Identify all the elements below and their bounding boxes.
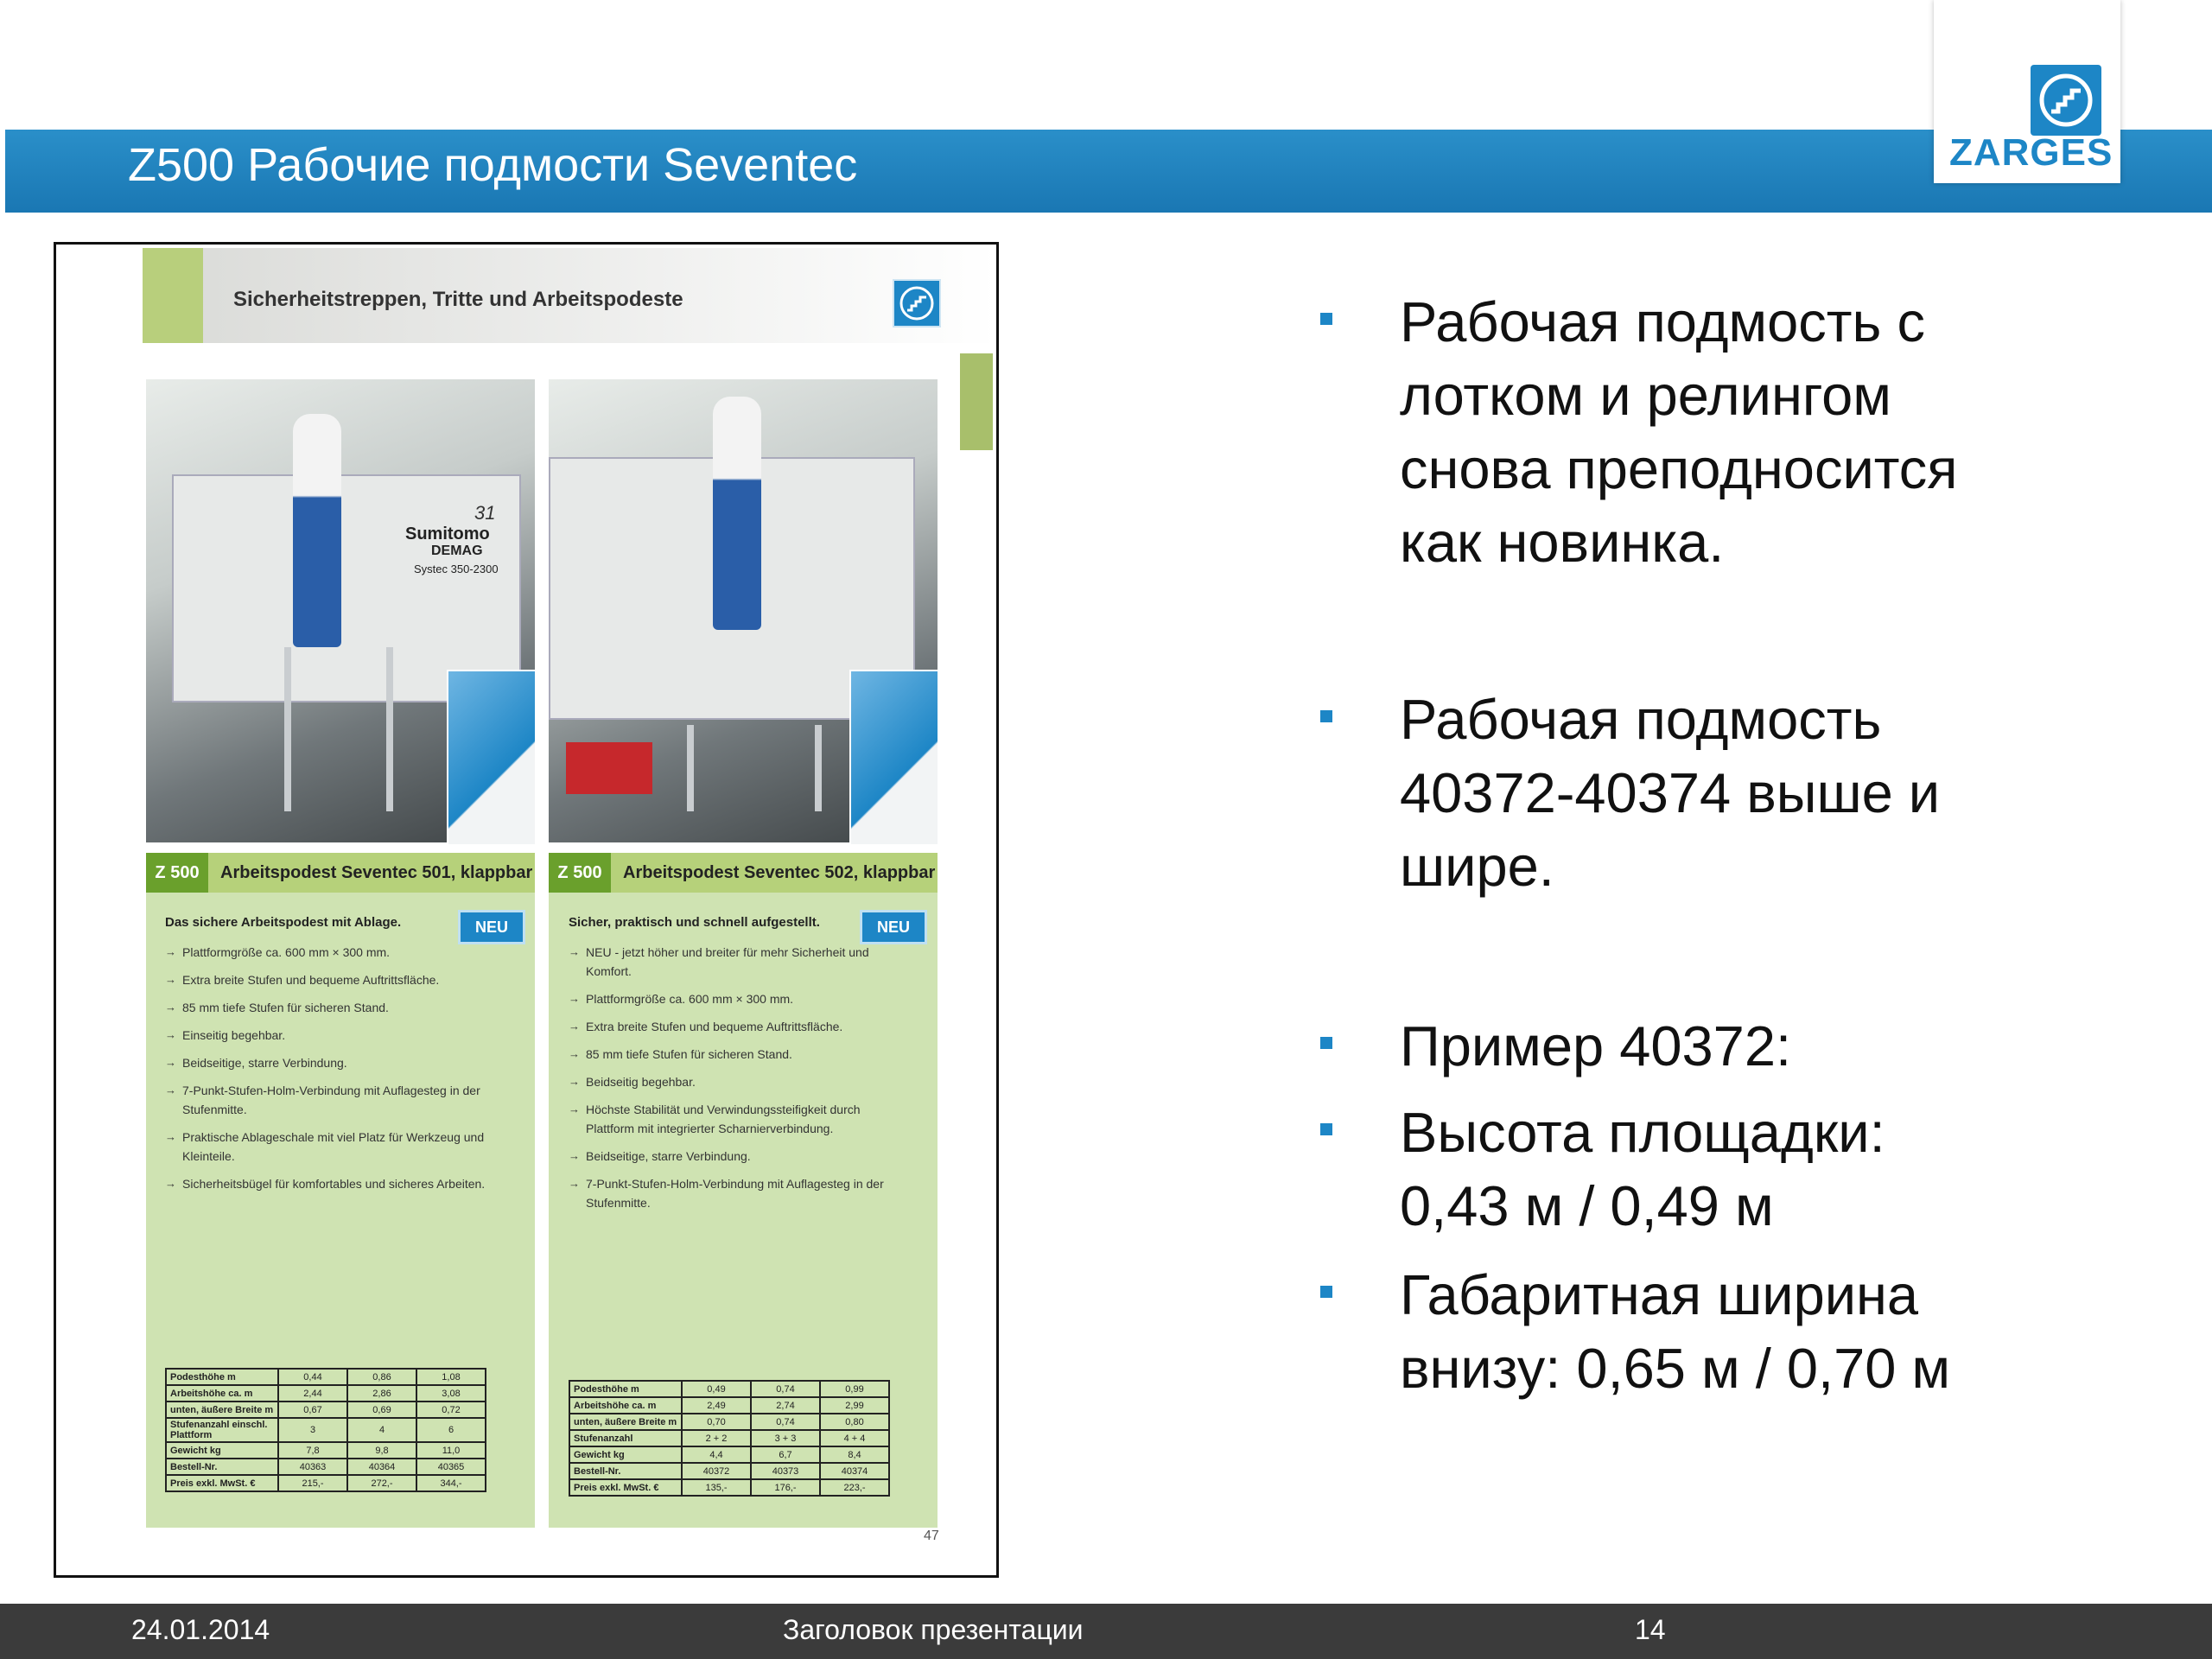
bullet-line: лотком и релингом — [1400, 364, 1891, 427]
table-row — [166, 1369, 486, 1385]
machine-brand-sub: DEMAG — [431, 543, 483, 558]
table-cell: 0,86 — [347, 1369, 416, 1385]
bullet-text-1 — [1400, 285, 1958, 579]
table-cell: 2 + 2 — [682, 1430, 751, 1446]
stairs-icon-graphic — [2031, 65, 2101, 136]
table-cell: 9,8 — [347, 1442, 416, 1459]
feature-item: → 85 mm tiefe Stufen für sicheren Stand. — [165, 998, 493, 1017]
table-row — [166, 1402, 486, 1418]
table-cell: 0,80 — [820, 1414, 889, 1430]
table-cell: 40365 — [416, 1459, 486, 1475]
z500-badge: Z 500 — [146, 853, 208, 893]
step-shape — [687, 725, 822, 811]
table-cell: Podesthöhe m — [166, 1369, 278, 1385]
table-cell: 11,0 — [416, 1442, 486, 1459]
table-cell: Arbeitshöhe ca. m — [569, 1397, 682, 1414]
table-cell: unten, äußere Breite m — [569, 1414, 682, 1430]
table-cell: Arbeitshöhe ca. m — [166, 1385, 278, 1402]
bullet-marker — [1320, 1286, 1332, 1298]
bullet-line: Пример 40372: — [1400, 1014, 1792, 1077]
feature-list-501 — [165, 943, 493, 1202]
bullet-line: как новинка. — [1400, 511, 1725, 574]
table-cell: Preis exkl. MwSt. € — [166, 1475, 278, 1491]
slide-footer — [0, 1604, 2212, 1659]
bullet-line: 0,43 м / 0,49 м — [1400, 1174, 1774, 1237]
table-cell: 0,67 — [278, 1402, 347, 1418]
feature-item: → Extra breite Stufen und bequeme Auftrittsfläche. — [569, 1017, 897, 1036]
detail-inset — [447, 670, 537, 846]
catalog-side-tab — [960, 353, 993, 450]
bullet-line: Габаритная ширина — [1400, 1263, 1919, 1326]
table-row — [569, 1446, 889, 1463]
table-cell: Bestell-Nr. — [569, 1463, 682, 1479]
table-cell: 4 — [347, 1418, 416, 1442]
bullet-line: Высота площадки: — [1400, 1101, 1885, 1164]
table-cell: 2,49 — [682, 1397, 751, 1414]
feature-item: → 85 mm tiefe Stufen für sicheren Stand. — [569, 1045, 897, 1064]
table-cell: 0,99 — [820, 1381, 889, 1397]
red-crate — [566, 742, 652, 794]
table-cell: 40373 — [751, 1463, 820, 1479]
bullet-text-2 — [1400, 683, 1940, 903]
bullet-marker — [1320, 313, 1332, 325]
table-row — [569, 1414, 889, 1430]
table-cell: 2,44 — [278, 1385, 347, 1402]
feature-item: → Extra breite Stufen und bequeme Auftrittsfläche. — [165, 970, 493, 989]
feature-item: → Sicherheitsbügel für komfortables und sicheres Arbeiten. — [165, 1174, 493, 1193]
table-cell: 272,- — [347, 1475, 416, 1491]
table-row — [569, 1430, 889, 1446]
machine-brand: Sumitomo — [405, 524, 490, 543]
bullet-line: Рабочая подмость — [1400, 688, 1882, 751]
table-cell: Podesthöhe m — [569, 1381, 682, 1397]
table-cell: 40374 — [820, 1463, 889, 1479]
table-cell: 176,- — [751, 1479, 820, 1496]
logo-text: ZARGES — [1949, 131, 2113, 174]
table-cell: 3,08 — [416, 1385, 486, 1402]
product-headline-501: Das sichere Arbeitspodest mit Ablage. — [165, 915, 402, 930]
catalog-page-number: 47 — [924, 1529, 939, 1543]
machine-number: 31 — [474, 502, 496, 524]
product-headline-502: Sicher, praktisch und schnell aufgestellt. — [569, 915, 820, 930]
table-row — [166, 1442, 486, 1459]
table-cell: 7,8 — [278, 1442, 347, 1459]
spec-table-502 — [569, 1380, 890, 1497]
bullet-line: Рабочая подмость с — [1400, 290, 1925, 353]
table-cell: 4,4 — [682, 1446, 751, 1463]
neu-badge: NEU — [860, 910, 927, 944]
table-cell: 40364 — [347, 1459, 416, 1475]
table-cell: 40372 — [682, 1463, 751, 1479]
table-cell: 2,86 — [347, 1385, 416, 1402]
worker-figure — [293, 414, 341, 647]
table-cell: 215,- — [278, 1475, 347, 1491]
footer-presentation-title: Заголовок презентации — [783, 1614, 1084, 1645]
bullet-marker — [1320, 1037, 1332, 1049]
bullet-text-4 — [1400, 1096, 1885, 1243]
bullet-line: внизу: 0,65 м / 0,70 м — [1400, 1337, 1951, 1400]
table-row — [166, 1385, 486, 1402]
bullet-text-5 — [1400, 1258, 1950, 1405]
feature-item: → Plattformgröße ca. 600 mm × 300 mm. — [165, 943, 493, 962]
worker-figure-2 — [713, 397, 761, 630]
feature-item: → Einseitig begehbar. — [165, 1026, 493, 1045]
table-cell: 2,99 — [820, 1397, 889, 1414]
table-cell: unten, äußere Breite m — [166, 1402, 278, 1418]
table-row — [166, 1459, 486, 1475]
table-cell: Preis exkl. MwSt. € — [569, 1479, 682, 1496]
catalog-stairs-icon-graphic — [894, 281, 939, 326]
table-cell: 223,- — [820, 1479, 889, 1496]
footer-page-number: 14 — [1635, 1614, 1666, 1645]
table-cell: 0,49 — [682, 1381, 751, 1397]
footer-date: 24.01.2014 — [131, 1614, 270, 1645]
bullet-line: 40372-40374 выше и — [1400, 761, 1941, 824]
table-cell: 0,72 — [416, 1402, 486, 1418]
table-row — [569, 1381, 889, 1397]
slide-title: Z500 Рабочие подмости Seventec — [128, 139, 858, 191]
detail-inset-2 — [849, 670, 939, 846]
bullet-marker — [1320, 1123, 1332, 1135]
ladder-shape — [284, 647, 393, 811]
table-row — [569, 1463, 889, 1479]
bullet-text-3 — [1400, 1009, 1791, 1083]
table-cell: 0,69 — [347, 1402, 416, 1418]
table-cell: Stufenanzahl — [569, 1430, 682, 1446]
feature-item: → Praktische Ablageschale mit viel Platz für Werkzeug und Kleinteile. — [165, 1128, 493, 1166]
bullet-line: снова преподносится — [1400, 437, 1958, 500]
bullet-line: шире. — [1400, 835, 1554, 898]
catalog-page — [54, 242, 999, 1578]
table-cell: 40363 — [278, 1459, 347, 1475]
stairs-icon — [2031, 65, 2101, 136]
feature-list-502 — [569, 943, 897, 1221]
catalog-header-tab — [143, 248, 203, 343]
table-cell: 135,- — [682, 1479, 751, 1496]
product-title-502: Arbeitspodest Seventec 502, klappbar — [549, 853, 938, 893]
table-row — [166, 1418, 486, 1442]
feature-item: → 7-Punkt-Stufen-Holm-Verbindung mit Auflagesteg in der Stufenmitte. — [165, 1081, 493, 1119]
table-cell: 2,74 — [751, 1397, 820, 1414]
bullet-marker — [1320, 710, 1332, 722]
table-cell: 0,74 — [751, 1381, 820, 1397]
table-cell: 1,08 — [416, 1369, 486, 1385]
table-cell: Stufenanzahl einschl. Plattform — [166, 1418, 278, 1442]
table-cell: Gewicht kg — [569, 1446, 682, 1463]
product-photo-502 — [549, 379, 938, 842]
table-row — [166, 1475, 486, 1491]
table-cell: 344,- — [416, 1475, 486, 1491]
spec-table-501 — [165, 1368, 486, 1492]
feature-item: → NEU - jetzt höher und breiter für mehr Sicherheit und Komfort. — [569, 943, 897, 981]
table-row — [569, 1479, 889, 1496]
catalog-header-title: Sicherheitstreppen, Tritte und Arbeitspodeste — [233, 288, 683, 311]
table-cell: 8,4 — [820, 1446, 889, 1463]
catalog-stairs-icon — [893, 279, 941, 327]
table-cell: Gewicht kg — [166, 1442, 278, 1459]
table-cell: 4 + 4 — [820, 1430, 889, 1446]
z500-badge: Z 500 — [549, 853, 611, 893]
feature-item: → Beidseitig begehbar. — [569, 1072, 897, 1091]
feature-item: → Plattformgröße ca. 600 mm × 300 mm. — [569, 989, 897, 1008]
table-cell: 3 — [278, 1418, 347, 1442]
feature-item: → Höchste Stabilität und Verwindungssteifigkeit durch Plattform mit integrierter Scharnierverbindung. — [569, 1100, 897, 1138]
product-title-501: Arbeitspodest Seventec 501, klappbar — [146, 853, 535, 893]
table-cell: 6 — [416, 1418, 486, 1442]
feature-item: → Beidseitige, starre Verbindung. — [569, 1147, 897, 1166]
table-cell: 6,7 — [751, 1446, 820, 1463]
feature-item: → Beidseitige, starre Verbindung. — [165, 1053, 493, 1072]
machine-model: Systec 350-2300 — [414, 563, 499, 575]
feature-item: → 7-Punkt-Stufen-Holm-Verbindung mit Auflagesteg in der Stufenmitte. — [569, 1174, 897, 1212]
table-cell: 0,44 — [278, 1369, 347, 1385]
table-row — [569, 1397, 889, 1414]
table-cell: Bestell-Nr. — [166, 1459, 278, 1475]
table-cell: 0,74 — [751, 1414, 820, 1430]
table-cell: 0,70 — [682, 1414, 751, 1430]
neu-badge: NEU — [458, 910, 525, 944]
table-cell: 3 + 3 — [751, 1430, 820, 1446]
product-photo-501 — [146, 379, 535, 842]
